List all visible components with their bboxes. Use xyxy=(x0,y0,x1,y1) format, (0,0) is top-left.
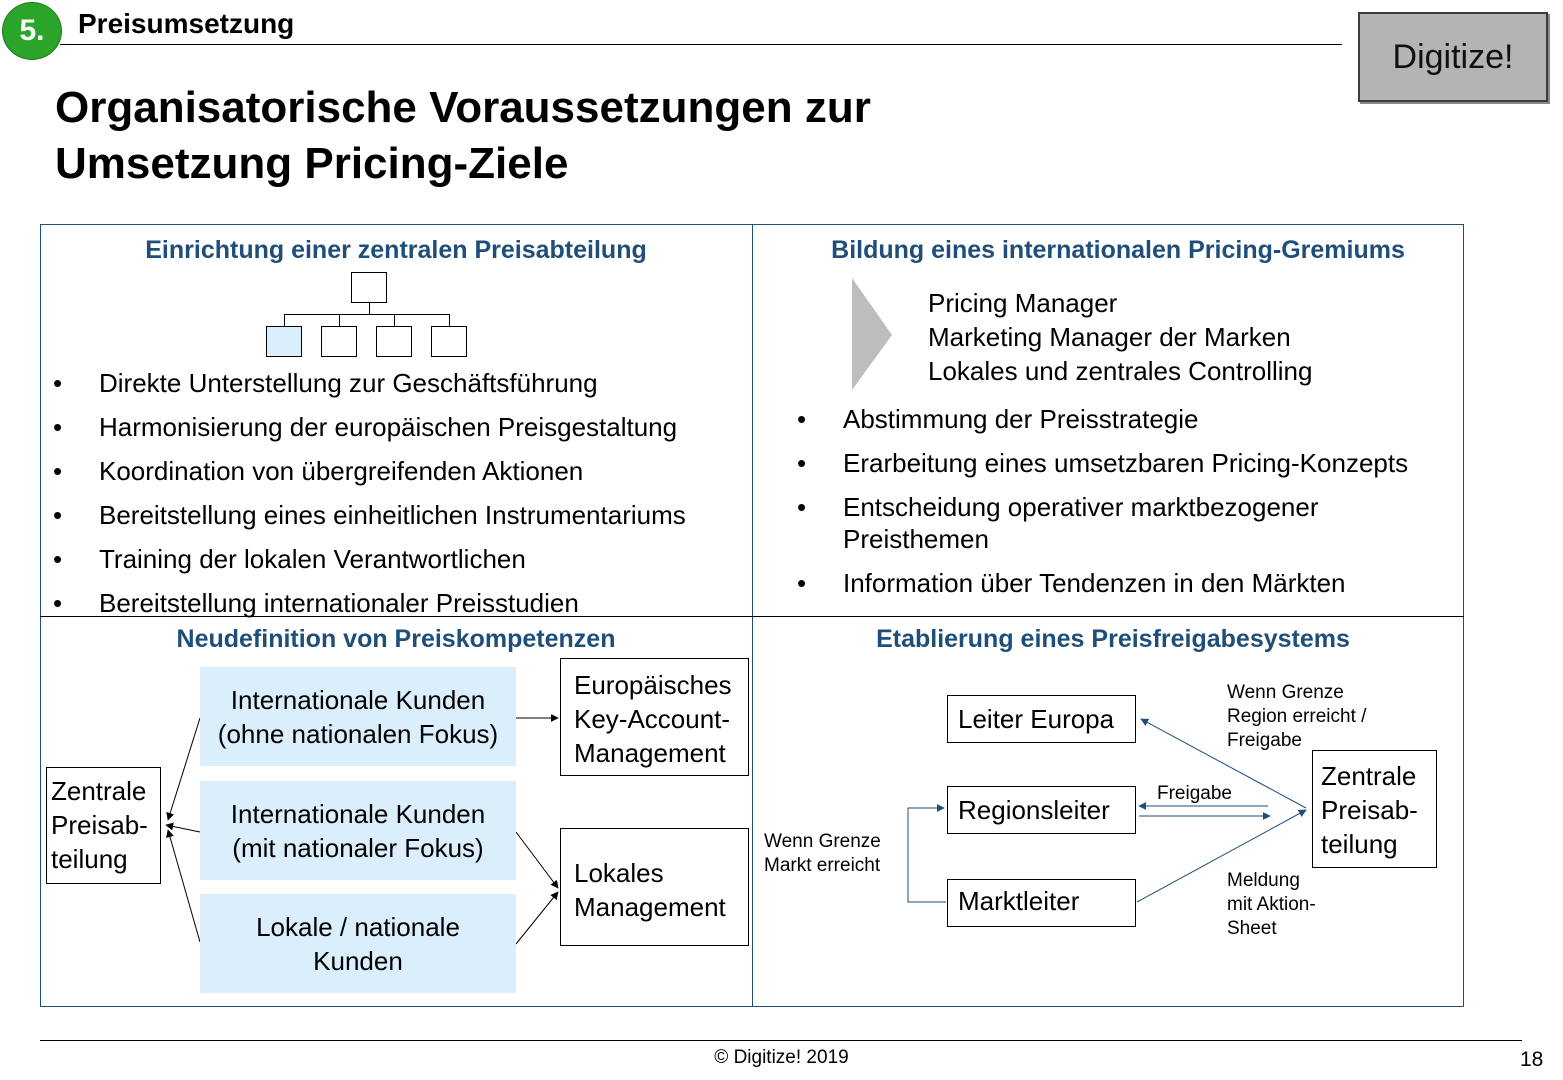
section-number-badge: 5. xyxy=(2,2,62,60)
note-line: Wenn Grenze xyxy=(1227,682,1344,703)
list-item: • Koordination von übergreifenden Aktionen xyxy=(53,455,743,487)
local-management-box xyxy=(560,828,749,946)
target-line: Lokales xyxy=(574,858,664,888)
list-item: • Entscheidung operativer marktbezogener Preisthemen xyxy=(797,491,1462,555)
regionsleiter-box: Regionsleiter xyxy=(947,786,1136,834)
customer-group-line: Internationale Kunden xyxy=(230,684,486,715)
customer-group-line: (mit nationaler Fokus) xyxy=(232,832,484,863)
target-line: Management xyxy=(574,892,726,922)
page-number: 18 xyxy=(1520,1048,1544,1071)
note-line: Sheet xyxy=(1227,918,1277,939)
central-department-line: Zentrale xyxy=(1321,761,1417,791)
central-department-line: teilung xyxy=(1321,829,1398,859)
leiter-europa-box: Leiter Europa xyxy=(947,695,1136,743)
list-item: • Training der lokalen Verantwortlichen xyxy=(53,543,743,575)
footer-copyright: © Digitize! 2019 xyxy=(714,1047,849,1068)
note-freigabe: Freigabe xyxy=(1157,783,1232,804)
list-item: • Abstimmung der Preisstrategie xyxy=(797,403,1462,435)
customer-group-line: Kunden xyxy=(313,945,403,976)
customer-group-international-no-focus xyxy=(200,667,516,766)
note-meldung xyxy=(1227,869,1347,941)
heading-central-pricing-department: Einrichtung einer zentralen Preisabteilung xyxy=(145,236,647,264)
central-department-line: Preisab- xyxy=(1321,795,1418,825)
note-market-limit xyxy=(764,830,904,878)
footer-divider xyxy=(40,1040,1522,1041)
heading-price-approval-system: Etablierung eines Preisfreigabesystems xyxy=(876,625,1350,653)
central-department-line: teilung xyxy=(51,844,128,874)
customer-group-line: (ohne nationalen Fokus) xyxy=(217,718,499,749)
note-line: Wenn Grenze xyxy=(764,831,881,852)
note-line: mit Aktion- xyxy=(1227,894,1316,915)
digitize-logo: Digitize! xyxy=(1358,12,1548,102)
list-item: • Information über Tendenzen in den Märkten xyxy=(797,567,1462,599)
customer-group-line: Internationale Kunden xyxy=(230,798,486,829)
list-item: • Erarbeitung eines umsetzbaren Pricing-Konzepts xyxy=(797,447,1462,479)
marktleiter-box: Marktleiter xyxy=(947,879,1136,927)
heading-pricing-committee: Bildung eines internationalen Pricing-Gremiums xyxy=(831,236,1405,264)
section-title: Preisumsetzung xyxy=(78,8,295,39)
page-title-line-2: Umsetzung Pricing-Ziele xyxy=(55,139,569,188)
target-line: Key-Account- xyxy=(574,704,731,734)
central-department-approval-box xyxy=(1312,750,1437,868)
list-item: • Harmonisierung der europäischen Preisgestaltung xyxy=(53,411,743,443)
note-line: Meldung xyxy=(1227,870,1300,891)
target-line: Europäisches xyxy=(574,670,732,700)
central-department-box xyxy=(46,767,161,884)
list-item: • Bereitstellung internationaler Preisstudien xyxy=(53,587,743,619)
list-item: • Direkte Unterstellung zur Geschäftsführung xyxy=(53,367,743,399)
page-title-line-1: Organisatorische Voraussetzungen zur xyxy=(55,83,871,132)
note-region-limit xyxy=(1227,681,1407,753)
customer-group-international-national-focus xyxy=(200,781,516,880)
heading-price-competences: Neudefinition von Preiskompetenzen xyxy=(176,625,616,653)
key-account-management-box xyxy=(560,658,749,776)
committee-member: Pricing Manager xyxy=(928,288,1118,318)
note-line: Markt erreicht xyxy=(764,855,881,876)
customer-group-line: Lokale / nationale xyxy=(256,911,460,942)
committee-member: Lokales und zentrales Controlling xyxy=(928,356,1313,386)
note-line: Freigabe xyxy=(1227,730,1302,751)
list-item: • Bereitstellung eines einheitlichen Instrumentariums xyxy=(53,499,743,531)
note-line: Region erreicht / xyxy=(1227,706,1367,727)
customer-group-local-national xyxy=(200,894,516,993)
central-department-line: Preisab- xyxy=(51,810,148,840)
committee-member: Marketing Manager der Marken xyxy=(928,322,1291,352)
target-line: Management xyxy=(574,738,726,768)
central-department-line: Zentrale xyxy=(51,776,147,806)
